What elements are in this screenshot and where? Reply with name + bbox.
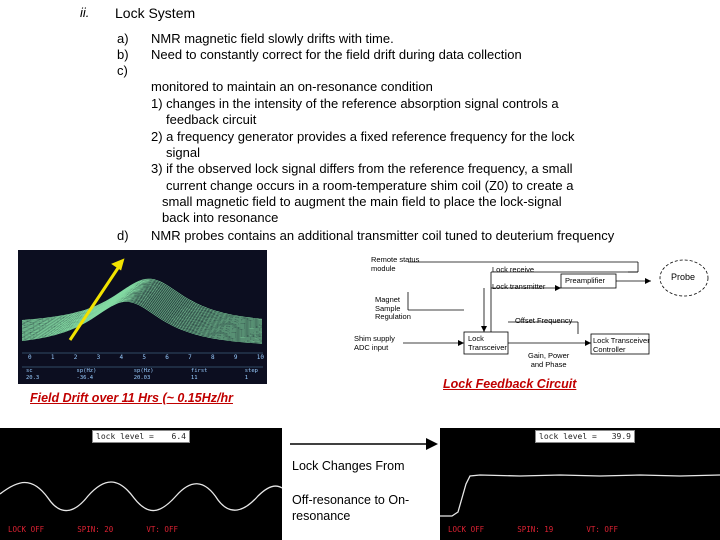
- drift-tick: 5: [142, 354, 146, 361]
- c-line-1: monitored to maintain an on-resonance condition: [151, 79, 433, 94]
- drift-plot-svg: [18, 250, 267, 384]
- label-magnet-regulation: Magnet Sample Regulation: [375, 295, 411, 321]
- drift-tick: 10: [256, 354, 264, 361]
- scope-status-row: LOCK OFF SPIN: 20 VT: OFF: [8, 525, 178, 534]
- c-line-2: 1) changes in the intensity of the reference absorption signal controls a: [151, 96, 559, 111]
- field-drift-plot: [18, 250, 267, 384]
- c-line-4: 2) a frequency generator provides a fixed reference frequency for the lock: [151, 129, 575, 144]
- c-line-7: current change occurs in a room-temperature shim coil (Z0) to create a: [166, 178, 574, 193]
- drift-footer-cell: first 11: [190, 368, 208, 381]
- arrow-text-line2: Off-resonance to On-: [292, 493, 410, 507]
- item-a-text: NMR magnetic field slowly drifts with time.: [151, 31, 394, 46]
- drift-tick: 3: [96, 354, 101, 361]
- on-resonance-trace: [440, 428, 720, 540]
- scope-status-row: LOCK OFF SPIN: 19 VT: OFF: [448, 525, 618, 534]
- section-heading: Lock System: [115, 5, 196, 21]
- label-remote-status: Remote status module: [371, 255, 420, 273]
- item-b-text: Need to constantly correct for the field drift during data collection: [151, 47, 522, 62]
- drift-tick: 2: [73, 354, 78, 361]
- drift-footer-cell: sc 20.3: [26, 368, 40, 381]
- lock-level-readout: lock level = 6.4: [92, 430, 190, 443]
- c-line-3: feedback circuit: [166, 112, 257, 127]
- drift-tick: 6: [165, 354, 169, 361]
- drift-footer: [26, 368, 258, 381]
- c-line-8: small magnetic field to augment the main field to place the lock-signal: [162, 194, 562, 209]
- lock-level-readout: lock level = 39.9: [535, 430, 635, 443]
- item-marker-a: a): [117, 31, 129, 46]
- item-marker-c: c): [117, 63, 128, 78]
- drift-tick: 8: [211, 354, 215, 361]
- label-lock-transmitter: Lock transmitter: [492, 282, 546, 291]
- drift-tick-row: [28, 354, 264, 361]
- label-gain-power: Gain, Power and Phase: [528, 351, 570, 369]
- lock-change-arrow: [288, 428, 450, 460]
- drift-footer-cell: sp(Hz) 20.03: [133, 368, 154, 381]
- drift-footer-cell: step 1: [244, 368, 258, 381]
- scope-off-resonance: [0, 428, 282, 540]
- label-probe: Probe: [671, 272, 696, 282]
- drift-tick: 4: [119, 354, 124, 361]
- scope-on-resonance: [440, 428, 720, 540]
- drift-arrow: [60, 255, 140, 345]
- c-line-5: signal: [166, 145, 200, 160]
- label-lock-receive: Lock receive: [492, 265, 535, 274]
- feedback-caption: Lock Feedback Circuit: [443, 377, 577, 391]
- drift-footer-cell: sp(Hz) -36.4: [76, 368, 97, 381]
- label-offset-frequency: Offset Frequency: [515, 316, 573, 325]
- c-line-6: 3) if the observed lock signal differs from the reference frequency, a small: [151, 161, 573, 176]
- label-preamplifier: Preamplifier: [565, 276, 606, 285]
- drift-tick: 0: [28, 354, 32, 361]
- drift-caption: Field Drift over 11 Hrs (~ 0.15Hz/hr: [30, 391, 233, 405]
- drift-lineshape: [22, 283, 262, 324]
- label-lock-controller: Lock Transceiver Controller: [593, 336, 650, 354]
- arrow-text-line3: resonance: [292, 509, 351, 523]
- off-resonance-trace: [0, 428, 282, 540]
- drift-tick: 7: [188, 354, 192, 361]
- item-marker-d: d): [117, 228, 129, 243]
- outline-numeral: ii.: [80, 5, 90, 20]
- drift-tick: 9: [233, 354, 238, 361]
- label-lock-transceiver: Lock Transceiver: [468, 334, 507, 352]
- drift-tick: 1: [50, 354, 55, 361]
- item-d-text: NMR probes contains an additional transmitter coil tuned to deuterium frequency: [151, 228, 615, 243]
- label-shim-supply: Shim supply ADC input: [354, 334, 395, 352]
- item-marker-b: b): [117, 47, 129, 62]
- c-line-9: back into resonance: [162, 210, 279, 225]
- arrow-text-line1: Lock Changes From: [292, 459, 405, 473]
